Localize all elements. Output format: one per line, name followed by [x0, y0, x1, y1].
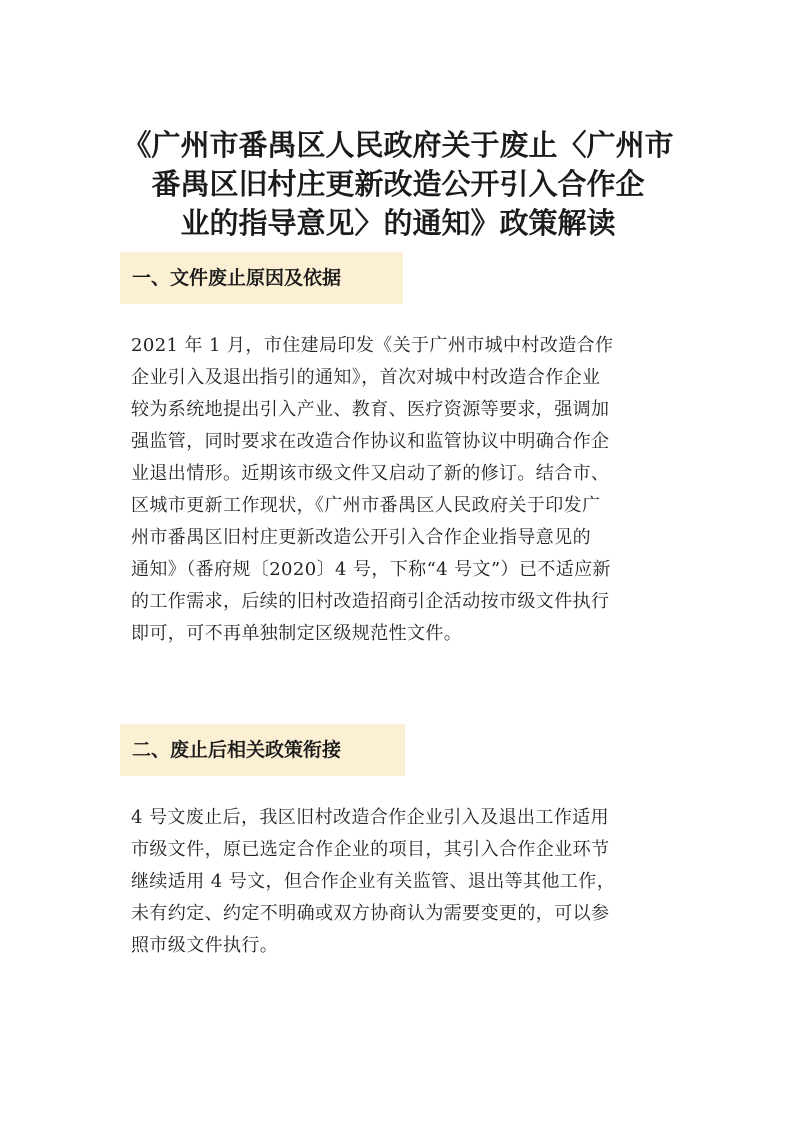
paragraph-line: 区城市更新工作现状，《广州市番禺区人民政府关于印发广 — [131, 495, 601, 516]
paragraph-line: 照市级文件执行。 — [131, 935, 279, 956]
title-line: 番禺区旧村庄更新改造公开引入合作企 — [151, 167, 645, 201]
paragraph-line: 较为系统地提出引入产业、教育、医疗资源等要求，强调加 — [131, 399, 610, 420]
paragraph-line: 未有约定、约定不明确或双方协商认为需要变更的，可以参 — [131, 903, 610, 924]
section-heading-2: 二、废止后相关政策衔接 — [120, 724, 405, 776]
section-1-paragraph — [131, 330, 679, 650]
paragraph-line: 的工作需求，后续的旧村改造招商引企活动按市级文件执行 — [131, 591, 610, 612]
paragraph-line: 4 号文废止后，我区旧村改造合作企业引入及退出工作适用 — [131, 807, 609, 828]
paragraph-line: 继续适用 4 号文，但合作企业有关监管、退出等其他工作， — [131, 871, 616, 892]
title-line: 《广州市番禺区人民政府关于废止〈广州市 — [122, 128, 674, 162]
paragraph-line: 2021 年 1 月，市住建局印发《关于广州市城中村改造合作 — [131, 335, 614, 356]
paragraph-line: 企业引入及退出指引的通知》，首次对城中村改造合作企业 — [131, 367, 601, 388]
section-2-paragraph — [131, 802, 679, 962]
paragraph-line: 强监管，同时要求在改造合作协议和监管协议中明确合作企 — [131, 431, 610, 452]
paragraph-line: 业退出情形。近期该市级文件又启动了新的修订。结合市、 — [131, 463, 610, 484]
title-line: 业的指导意见〉的通知》政策解读 — [180, 206, 616, 240]
paragraph-line: 州市番禺区旧村庄更新改造公开引入合作企业指导意见的 — [131, 527, 591, 548]
paragraph-line: 市级文件，原已选定合作企业的项目，其引入合作企业环节 — [131, 839, 610, 860]
paragraph-line: 即可，可不再单独制定区级规范性文件。 — [131, 623, 463, 644]
paragraph-line: 通知》（番府规〔2020〕4 号，下称“4 号文”）已不适应新 — [131, 559, 611, 580]
document-title — [120, 126, 676, 243]
section-heading-1: 一、文件废止原因及依据 — [120, 252, 403, 304]
